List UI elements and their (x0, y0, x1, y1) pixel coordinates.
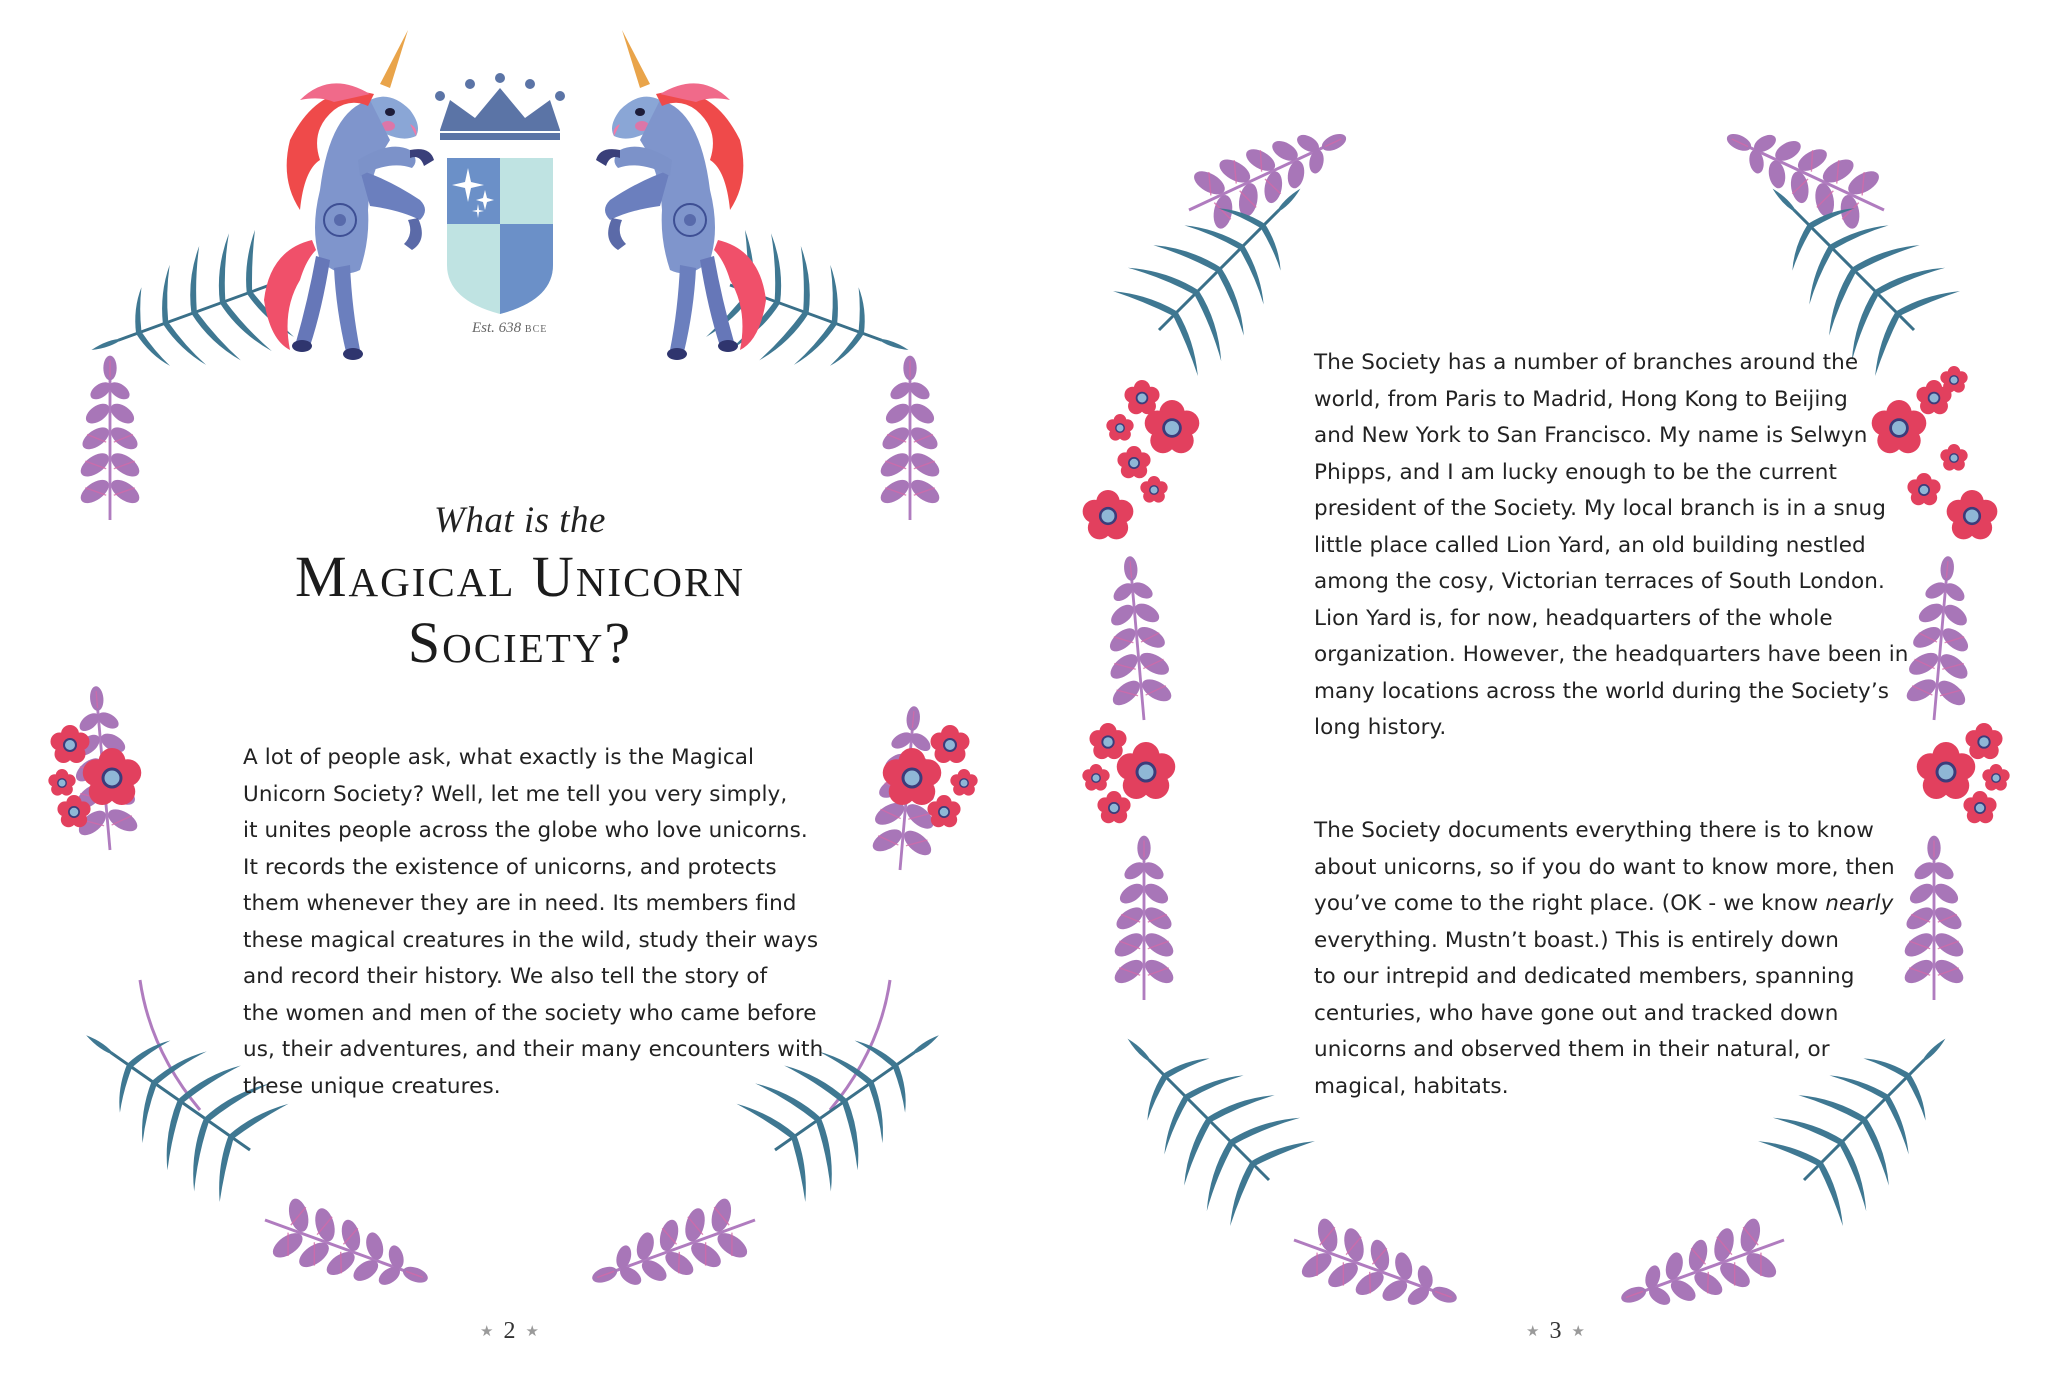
flower-icon (48, 769, 75, 796)
text-line: these magical creatures in the wild, study their ways (243, 927, 819, 953)
sprig-icon (77, 356, 144, 520)
flower-icon (883, 748, 942, 805)
page-number-value: 3 (1549, 1318, 1562, 1344)
intro-paragraph (243, 740, 824, 1105)
text-line: organization. However, the headquarters have been in (1314, 642, 1909, 667)
text-line: Unicorn Society? Well, let me tell you very simply, (243, 781, 788, 807)
sprig-icon (253, 1187, 440, 1312)
flower-icon (1140, 476, 1167, 503)
fern-icon (70, 224, 296, 408)
sprig-icon (1111, 836, 1178, 1000)
established-year: Est. 638 (472, 320, 522, 336)
text-line: The Society has a number of branches around the (1314, 350, 1859, 375)
text-line: many locations across the world during the Society’s (1314, 678, 1890, 704)
right-page (1024, 0, 2048, 1384)
flower-icon (1947, 490, 1998, 539)
shield-icon (447, 158, 553, 314)
text-line: Lion Yard is, for now, headquarters of the whole (1314, 605, 1833, 631)
text-line: these unique creatures. (243, 1073, 501, 1099)
text-line: The Society documents everything there is to know (1314, 818, 1874, 843)
sprig-icon (1096, 553, 1177, 723)
sprig-icon (877, 356, 944, 520)
flower-icon (1982, 764, 2009, 791)
flower-icon (1106, 414, 1133, 441)
text-line (1314, 886, 1894, 923)
sprig-icon (1901, 553, 1982, 723)
text-line: us, their adventures, and their many encounters with (243, 1037, 824, 1062)
flower-icon (1089, 723, 1126, 759)
crest-established (472, 320, 547, 337)
text-line: president of the Society. My local branch is in a snug (1314, 496, 1887, 521)
text-line: world, from Paris to Madrid, Hong Kong to Beijing (1314, 386, 1848, 412)
title-line-2: Society? (407, 610, 633, 675)
star-icon: ★ (1571, 1324, 1585, 1340)
branches-paragraph (1314, 345, 1909, 747)
fern-icon (1081, 992, 1319, 1230)
text-line: centuries, who have gone out and tracked down (1314, 1000, 1839, 1026)
flower-icon (1872, 400, 1927, 453)
page-number-value: 2 (503, 1318, 516, 1344)
flower-icon (1117, 742, 1176, 799)
text-line: and New York to San Francisco. My name is Selwyn (1314, 423, 1868, 448)
text-line: it unites people across the globe who love unicorns. (243, 818, 808, 843)
title-kicker: What is the (434, 500, 606, 541)
flower-icon (1963, 791, 1996, 823)
unicorn-left-icon (264, 30, 434, 360)
crown-icon (435, 73, 565, 140)
unicorn-right-icon (596, 30, 766, 360)
title-line-1: Magical Unicorn (294, 544, 745, 609)
flower-icon (1124, 380, 1159, 414)
flower-icon (83, 748, 142, 805)
flower-icon (931, 725, 970, 763)
flower-icon (950, 769, 977, 796)
flower-icon (1907, 473, 1940, 505)
established-era: BCE (524, 324, 548, 335)
text-line: them whenever they are in need. Its members find (243, 891, 797, 916)
text-line: A lot of people ask, what exactly is the Magical (243, 745, 755, 770)
text-line: among the cosy, Victorian terraces of South London. (1314, 569, 1885, 594)
page-number (1526, 1318, 1585, 1345)
text-line: about unicorns, so if you do want to know more, then (1314, 854, 1895, 880)
text-line: Phipps, and I am lucky enough to be the current (1314, 459, 1838, 485)
flower-icon (1917, 742, 1976, 799)
emphasis-nearly: nearly (1825, 891, 1894, 916)
text-line: everything. Mustn’t boast.) This is entirely down (1314, 927, 1839, 953)
flower-icon (1940, 366, 1967, 393)
sprig-icon (1609, 1207, 1796, 1332)
text-line: It records the existence of unicorns, and protects (243, 854, 777, 880)
text-line: long history. (1314, 715, 1447, 740)
text-run: you’ve come to the right place. (OK - we know (1314, 891, 1826, 916)
flower-icon (1117, 446, 1150, 478)
flower-icon (1940, 444, 1967, 471)
text-line: to our intrepid and dedicated members, spanning (1314, 964, 1855, 989)
flower-icon (1082, 764, 1109, 791)
flower-icon (1097, 791, 1130, 823)
page-number (480, 1318, 539, 1345)
sprig-icon (1901, 836, 1968, 1000)
flower-icon (1965, 723, 2002, 759)
sprig-icon (580, 1187, 767, 1312)
star-icon: ★ (480, 1324, 494, 1340)
text-line: magical, habitats. (1314, 1073, 1509, 1099)
star-icon: ★ (525, 1324, 539, 1340)
fern-icon (1109, 142, 1347, 380)
text-line: and record their history. We also tell the story of (243, 964, 768, 989)
flower-icon (1083, 490, 1134, 539)
page-title (200, 498, 840, 676)
sprig-icon (1282, 1207, 1469, 1332)
documents-paragraph (1314, 813, 1895, 1105)
text-line: the women and men of the society who came before (243, 1000, 817, 1026)
text-line: little place called Lion Yard, an old building nestled (1314, 532, 1866, 558)
text-line: unicorns and observed them in their natural, or (1314, 1037, 1830, 1062)
star-icon: ★ (1526, 1324, 1540, 1340)
